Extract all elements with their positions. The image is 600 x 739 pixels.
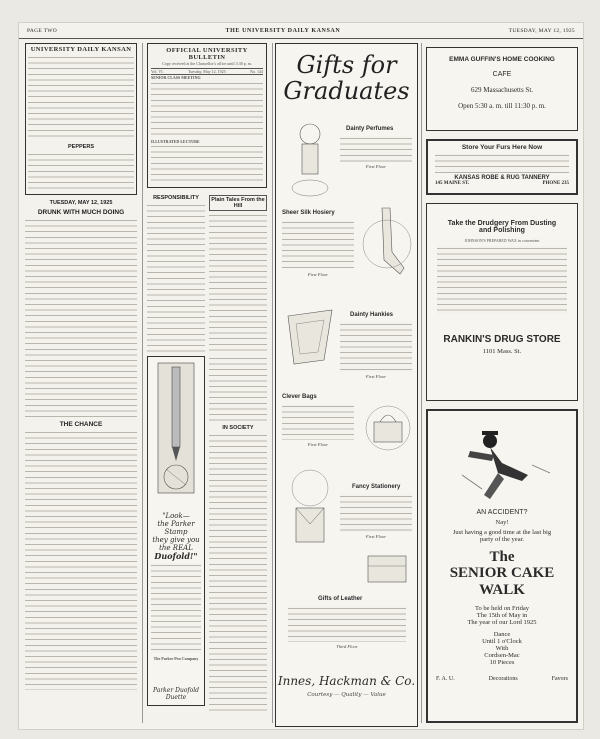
product-copy bbox=[282, 404, 354, 440]
senior-cake-walk-ad bbox=[426, 409, 578, 723]
hosiery-sketch bbox=[360, 204, 414, 284]
cake-fau: F. A. U. bbox=[436, 676, 455, 682]
furs-copy bbox=[435, 153, 569, 173]
product-floor: Third Floor bbox=[336, 644, 358, 649]
store-name: Innes, Hackman & Co. bbox=[277, 674, 416, 688]
cafe-hours: Open 5:30 a. m. till 11:30 p. m. bbox=[458, 102, 546, 110]
bulletin-subtitle: Copy received at the Chancellor's office until 3:30 p. m. bbox=[162, 61, 252, 66]
editorial-column bbox=[25, 43, 137, 727]
hankie-sketch bbox=[284, 306, 338, 370]
page-number: PAGE TWO bbox=[27, 27, 58, 34]
masthead: THE UNIVERSITY DAILY KANSAN bbox=[225, 27, 341, 34]
guffin-cafe-ad bbox=[426, 47, 578, 131]
fur-storage-ad bbox=[426, 139, 578, 195]
product-floor: First Floor bbox=[365, 164, 387, 169]
stationery-sketch bbox=[282, 464, 338, 554]
bulletin-volume: Vol. VI. bbox=[151, 68, 164, 74]
furs-phone: PHONE 235 bbox=[542, 181, 569, 186]
staff-listing bbox=[28, 55, 134, 141]
ads-column bbox=[426, 43, 578, 727]
product-name: Fancy Stationery bbox=[352, 484, 401, 490]
cafe-name: EMMA GUFFIN'S HOME COOKING bbox=[449, 56, 555, 63]
pen-ad-look: "Look— bbox=[162, 512, 190, 521]
johnson-wax-ad bbox=[426, 203, 578, 401]
cake-just-2: party of the year. bbox=[479, 536, 525, 543]
cake-with: With bbox=[495, 645, 509, 652]
hill-headline: Plain Tales From the Hill bbox=[209, 195, 267, 211]
cake-held-3: The year of our Lord 1925 bbox=[467, 619, 537, 626]
section-heading: PEPPERS bbox=[68, 144, 94, 150]
cake-favors: Favors bbox=[551, 676, 568, 682]
cake-walk: WALK bbox=[479, 582, 525, 598]
paper-title: UNIVERSITY DAILY KANSAN bbox=[30, 46, 132, 53]
pen-ad-bottom: Parker Duofold Duette bbox=[152, 687, 200, 702]
cake-the: The bbox=[489, 549, 515, 565]
cake-decorations: Decorations bbox=[488, 676, 518, 682]
bulletin-date: Tuesday, May 12, 1925 bbox=[188, 68, 226, 74]
leather-sketch bbox=[360, 544, 414, 594]
hill-body-cont bbox=[209, 356, 267, 422]
product-name: Gifts of Leather bbox=[318, 596, 363, 602]
product-floor: First Floor bbox=[365, 534, 387, 539]
store-tagline: Courtesy — Quality — Value bbox=[307, 692, 386, 698]
cake-nay: Nay! bbox=[495, 519, 509, 526]
product-name: Clever Bags bbox=[282, 394, 317, 400]
product-name: Sheer Silk Hosiery bbox=[282, 210, 335, 216]
johnson-copy bbox=[437, 246, 567, 314]
accident-illustration bbox=[432, 415, 572, 509]
gifts-ad bbox=[275, 43, 418, 727]
cake-question: AN ACCIDENT? bbox=[476, 509, 528, 516]
society-body bbox=[209, 433, 267, 713]
bulletin-body bbox=[151, 144, 263, 184]
perfume-sketch bbox=[282, 114, 338, 202]
article-body bbox=[25, 430, 137, 690]
bulletin-body bbox=[151, 81, 263, 139]
cake-pieces: 10 Pieces bbox=[489, 659, 515, 666]
cake-dance-2: Until 1 o'Clock bbox=[482, 638, 522, 645]
product-floor: First Floor bbox=[365, 374, 387, 379]
bulletin-box bbox=[147, 43, 267, 188]
pen-illustration bbox=[148, 357, 204, 507]
issue-date: TUESDAY, MAY 12, 1925 bbox=[508, 27, 575, 34]
rankin-name: RANKIN'S DRUG STORE bbox=[443, 333, 561, 345]
bulletin-item-head: SENIOR CLASS MEETING bbox=[151, 75, 201, 81]
editorial-body bbox=[25, 218, 137, 418]
pen-ad-copy bbox=[151, 563, 201, 653]
johnson-line: JOHNSON'S PREPARED WAX in convenient bbox=[464, 238, 540, 243]
product-name: Dainty Hankies bbox=[350, 312, 394, 318]
bulletin-number: No. 144 bbox=[250, 68, 263, 74]
responsibility-headline: RESPONSIBILITY bbox=[153, 195, 199, 202]
masthead-box bbox=[25, 43, 137, 195]
product-copy bbox=[288, 606, 406, 642]
cake-dance-1: Dance bbox=[493, 631, 511, 638]
product-floor: First Floor bbox=[307, 272, 329, 277]
cake-senior: SENIOR CAKE bbox=[449, 565, 555, 581]
cafe-address: 629 Massachusetts St. bbox=[470, 86, 534, 94]
product-name: Dainty Perfumes bbox=[346, 126, 394, 132]
product-copy bbox=[340, 494, 412, 532]
bulletin-title: OFFICIAL UNIVERSITY BULLETIN bbox=[166, 47, 248, 61]
drudgery-line-1: Take the Drudgery From Dusting bbox=[447, 220, 557, 227]
product-copy bbox=[282, 220, 354, 268]
hill-body bbox=[209, 213, 267, 353]
responsibility-body bbox=[147, 203, 205, 353]
newspaper-page bbox=[18, 22, 584, 730]
pen-ad-duofold: Duofold!" bbox=[154, 551, 198, 562]
pen-ad-company: The Parker Pen Company bbox=[153, 656, 199, 662]
bulletin-item-head: ILLUSTRATED LECTURE bbox=[151, 138, 200, 144]
society-headline: IN SOCIETY bbox=[222, 425, 254, 432]
cake-held-1: To be held on Friday bbox=[474, 605, 530, 612]
editorial-headline: DRUNK WITH MUCH DOING bbox=[37, 209, 125, 216]
furs-company: KANSAS ROBE & RUG TANNERY bbox=[454, 175, 550, 181]
cake-band: Cordsen-Mac bbox=[484, 652, 520, 659]
product-copy bbox=[340, 136, 412, 162]
staff-listing-2 bbox=[28, 152, 134, 192]
gifts-title: Gifts for Graduates bbox=[283, 51, 410, 105]
article-headline: THE CHANCE bbox=[59, 421, 103, 428]
parker-pen-ad bbox=[147, 356, 205, 706]
pen-ad-real: the REAL bbox=[159, 544, 193, 553]
product-floor: First Floor bbox=[307, 442, 329, 447]
bulletin-column bbox=[147, 43, 267, 727]
drudgery-line-2: and Polishing bbox=[479, 227, 525, 234]
pen-ad-they: they give you bbox=[152, 536, 200, 545]
cake-just-1: Just having a good time at the last big bbox=[452, 529, 552, 536]
dateline: TUESDAY, MAY 12, 1925 bbox=[49, 200, 113, 206]
column-rule bbox=[421, 43, 422, 723]
column-rule bbox=[272, 43, 273, 723]
furs-address: 145 MAINE ST. bbox=[435, 181, 470, 186]
cake-held-2: The 15th of May in bbox=[476, 612, 528, 619]
column-rule bbox=[142, 43, 143, 723]
bag-sketch bbox=[362, 394, 414, 464]
pen-ad-stamp: the Parker Stamp bbox=[157, 520, 195, 537]
rankin-address: 1101 Mass. St. bbox=[482, 347, 522, 355]
product-copy bbox=[340, 322, 412, 372]
page-header bbox=[19, 23, 583, 39]
furs-headline: Store Your Furs Here Now bbox=[461, 144, 543, 151]
cafe-type: CAFE bbox=[492, 71, 512, 78]
